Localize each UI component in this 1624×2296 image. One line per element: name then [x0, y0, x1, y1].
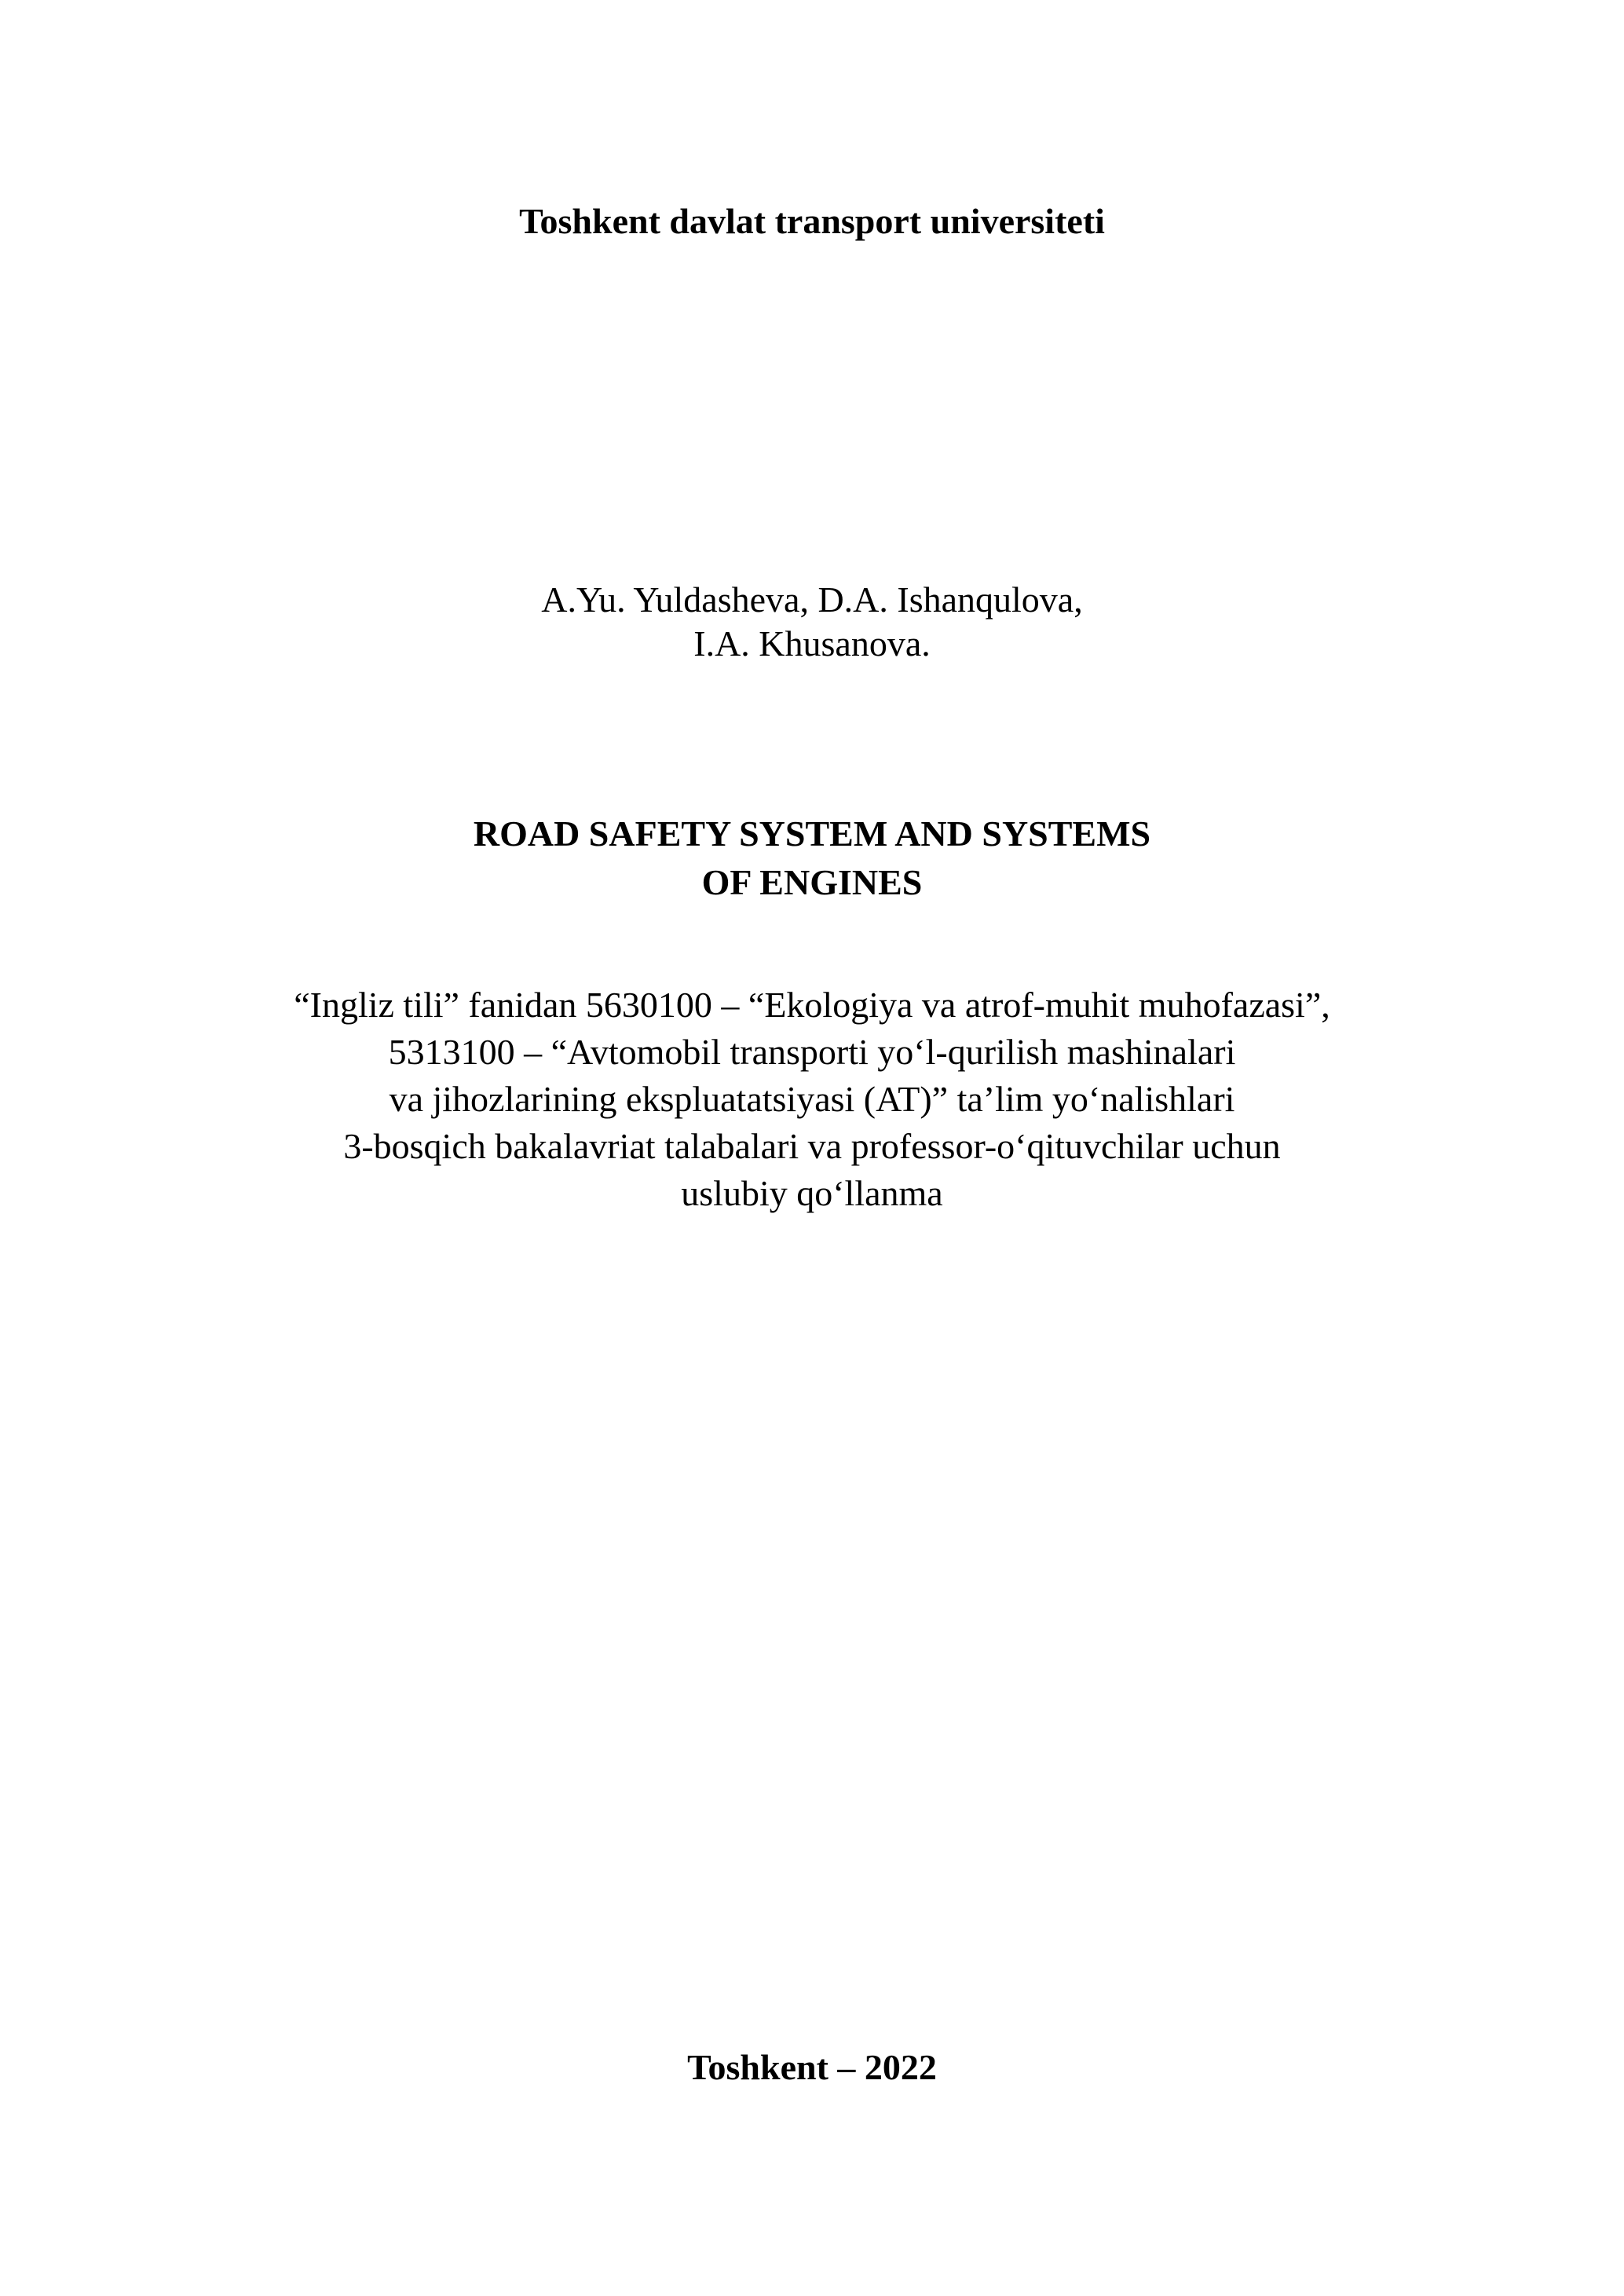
authors-line: A.Yu. Yuldasheva, D.A. Ishanqulova, [541, 579, 1083, 620]
place-and-year: Toshkent – 2022 [687, 2047, 937, 2087]
description-line: 5313100 – “Avtomobil transporti yo‘l-qurilish mashinalari [388, 1032, 1236, 1072]
title-line: ROAD SAFETY SYSTEM AND SYSTEMS [473, 813, 1151, 854]
description-line: uslubiy qo‘llanma [681, 1173, 943, 1213]
authors-line: I.A. Khusanova. [693, 623, 931, 664]
title-line: OF ENGINES [701, 862, 923, 902]
description-line: va jihozlarining ekspluatatsiyasi (AT)” ta’lim yo‘nalishlari [389, 1079, 1235, 1119]
institution-name: Toshkent davlat transport universiteti [519, 201, 1105, 241]
description-line: “Ingliz tili” fanidan 5630100 – “Ekologiya va atrof-muhit muhofazasi”, [294, 985, 1330, 1025]
description-line: 3-bosqich bakalavriat talabalari va professor-o‘qituvchilar uchun [343, 1126, 1281, 1166]
